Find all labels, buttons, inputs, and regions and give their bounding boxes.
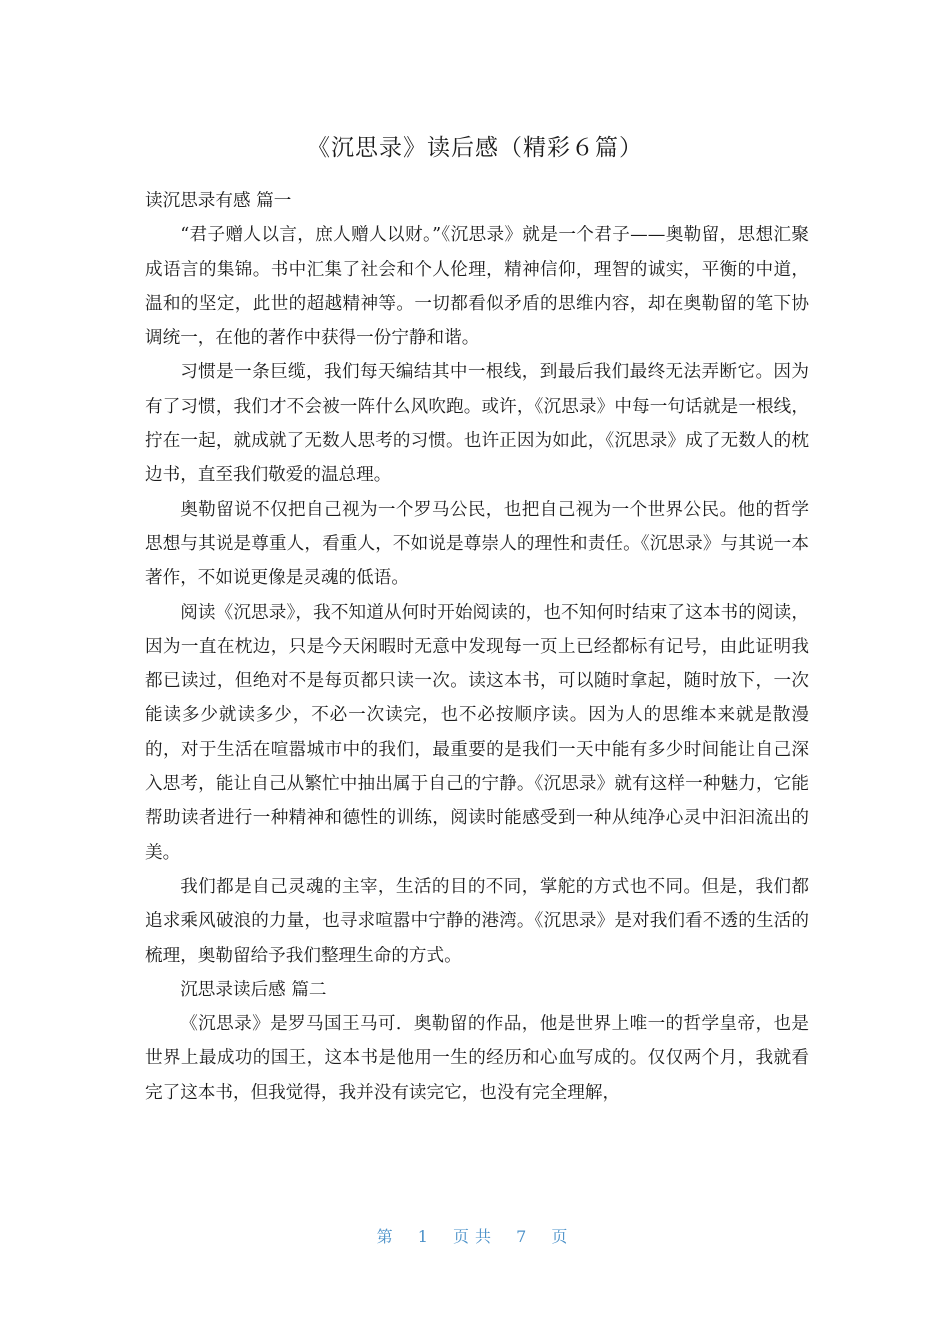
section-heading-2: 沉思录读后感 篇二 — [180, 979, 327, 1000]
paragraph: “君子赠人以言，庶人赠人以财。”《沉思录》就是一个君子——奥勒留，思想汇聚成语言的集锦。书中汇集了社会和个人伦理，精神信仰，理智的诚实，平衡的中道，温和的坚定，此世的超越精神等。一切都看似矛盾的思维内容，却在奥勒留的笔下协调统一，在他的著作中获得一份宁静和谐。 — [145, 225, 809, 349]
document-title: 《沉思录》读后感（精彩６篇） — [307, 135, 643, 161]
document-body — [145, 184, 809, 1110]
paragraph: 我们都是自己灵魂的主宰，生活的目的不同，掌舵的方式也不同。但是，我们都追求乘风破浪的力量，也寻求喧嚣中宁静的港湾。《沉思录》是对我们看不透的生活的梳理，奥勒留给予我们整理生命的方式。 — [145, 876, 809, 966]
section-heading-1: 读沉思录有感 篇一 — [145, 191, 292, 211]
page-footer: 第 1 页共 7 页 — [376, 1227, 574, 1246]
paragraph: 阅读《沉思录》，我不知道从何时开始阅读的，也不知何时结束了这本书的阅读，因为一直在枕边，只是今天闲暇时无意中发现每一页上已经都标有记号，由此证明我都已读过，但绝对不是每页都只读一次。读这本书，可以随时拿起，随时放下，一次能读多少就读多少，不必一次读完，也不必按顺序读。因为人的思维本来就是散漫的，对于生活在喧嚣城市中的我们，最重要的是我们一天中能有多少时间能让自己深入思考，能让自己从繁忙中抽出属于自己的宁静。《沉思录》就有这样一种魅力，它能帮助读者进行一种精神和德性的训练，阅读时能感受到一种从纯净心灵中汩汩流出的美。 — [145, 602, 809, 863]
paragraph: 奥勒留说不仅把自己视为一个罗马公民，也把自己视为一个世界公民。他的哲学思想与其说是尊重人，看重人，不如说是尊崇人的理性和责任。《沉思录》与其说一本著作，不如说更像是灵魂的低语。 — [145, 499, 809, 589]
paragraph: 习惯是一条巨缆，我们每天编结其中一根线，到最后我们最终无法弄断它。因为有了习惯，我们才不会被一阵什么风吹跑。或许，《沉思录》中每一句话就是一根线，拧在一起，就成就了无数人思考的习惯。也许正因为如此，《沉思录》成了无数人的枕边书，直至我们敬爱的温总理。 — [145, 362, 809, 486]
paragraph: 《沉思录》是罗马国王马可．奥勒留的作品，他是世界上唯一的哲学皇帝，也是世界上最成功的国王，这本书是他用一生的经历和心血写成的。仅仅两个月，我就看完了这本书，但我觉得，我并没有读完它，也没有完全理解， — [145, 1014, 809, 1103]
